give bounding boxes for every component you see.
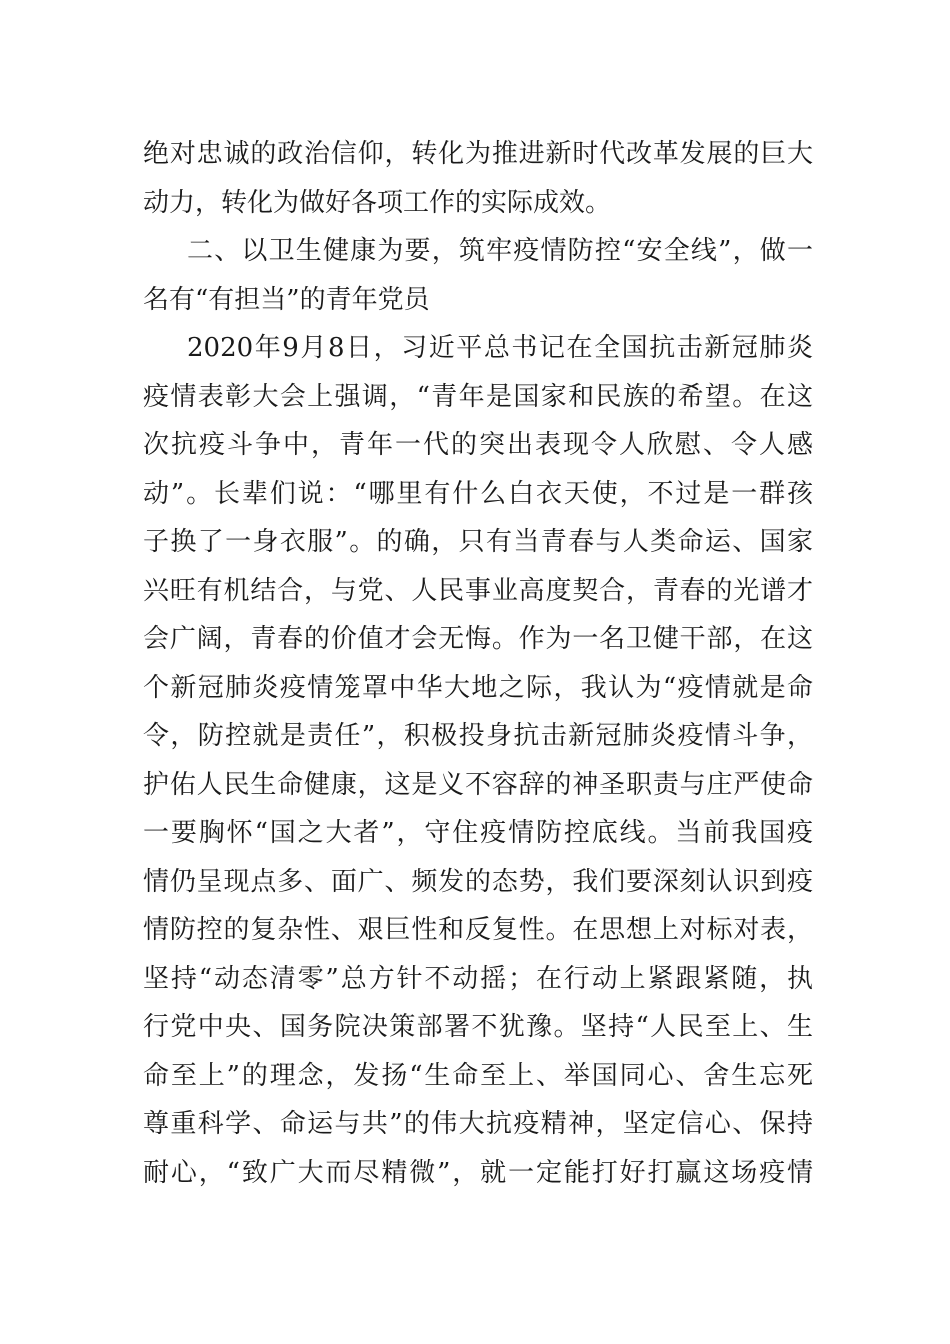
text-line-6: 疫情表彰大会上强调，“青年是国家和民族的希望。在这 <box>143 381 813 412</box>
text-line-22: 耐心，“致广大而尽精微”，就一定能打好打赢这场疫情 <box>143 1157 813 1188</box>
text-line-8: 动”。长辈们说：“哪里有什么白衣天使，不过是一群孩 <box>143 478 813 509</box>
text-line-12: 个新冠肺炎疫情笼罩中华大地之际，我认为“疫情就是命 <box>143 672 813 703</box>
text-line-14: 护佑人民生命健康，这是义不容辞的神圣职责与庄严使命 <box>143 769 813 800</box>
document-body <box>143 130 813 1197</box>
text-line-17: 情防控的复杂性、艰巨性和反复性。在思想上对标对表， <box>143 915 813 945</box>
text-line-7: 次抗疫斗争中，青年一代的突出表现令人欣慰、令人感 <box>143 430 813 460</box>
text-line-16: 情仍呈现点多、面广、频发的态势，我们要深刻认识到疫 <box>143 866 813 897</box>
text-line-15: 一要胸怀“国之大者”，守住疫情防控底线。当前我国疫 <box>143 818 813 848</box>
text-line-1: 绝对忠诚的政治信仰，转化为推进新时代改革发展的巨大 <box>143 139 813 169</box>
section-heading-line-2: 名有“有担当”的青年党员 <box>143 284 430 315</box>
text-line-9: 子换了一身衣服”。的确，只有当青春与人类命运、国家 <box>143 527 813 557</box>
text-line-5: 2020年9月8日，习近平总书记在全国抗击新冠肺炎 <box>187 333 813 363</box>
text-line-20: 命至上”的理念，发扬“生命至上、举国同心、舍生忘死 <box>143 1060 813 1091</box>
text-line-21: 尊重科学、命运与共”的伟大抗疫精神，坚定信心、保持 <box>143 1109 813 1139</box>
text-line-13: 令，防控就是责任”，积极投身抗击新冠肺炎疫情斗争， <box>143 721 813 751</box>
text-line-2: 动力，转化为做好各项工作的实际成效。 <box>143 187 612 218</box>
text-line-18: 坚持“动态清零”总方针不动摇；在行动上紧跟紧随，执 <box>143 963 813 994</box>
text-line-10: 兴旺有机结合，与党、人民事业高度契合，青春的光谱才 <box>143 575 813 606</box>
section-heading-line-1: 二、以卫生健康为要，筑牢疫情防控“安全线”，做一 <box>187 236 813 266</box>
text-line-11: 会广阔，青春的价值才会无悔。作为一名卫健干部，在这 <box>143 624 813 654</box>
text-line-19: 行党中央、国务院决策部署不犹豫。坚持“人民至上、生 <box>143 1012 813 1042</box>
